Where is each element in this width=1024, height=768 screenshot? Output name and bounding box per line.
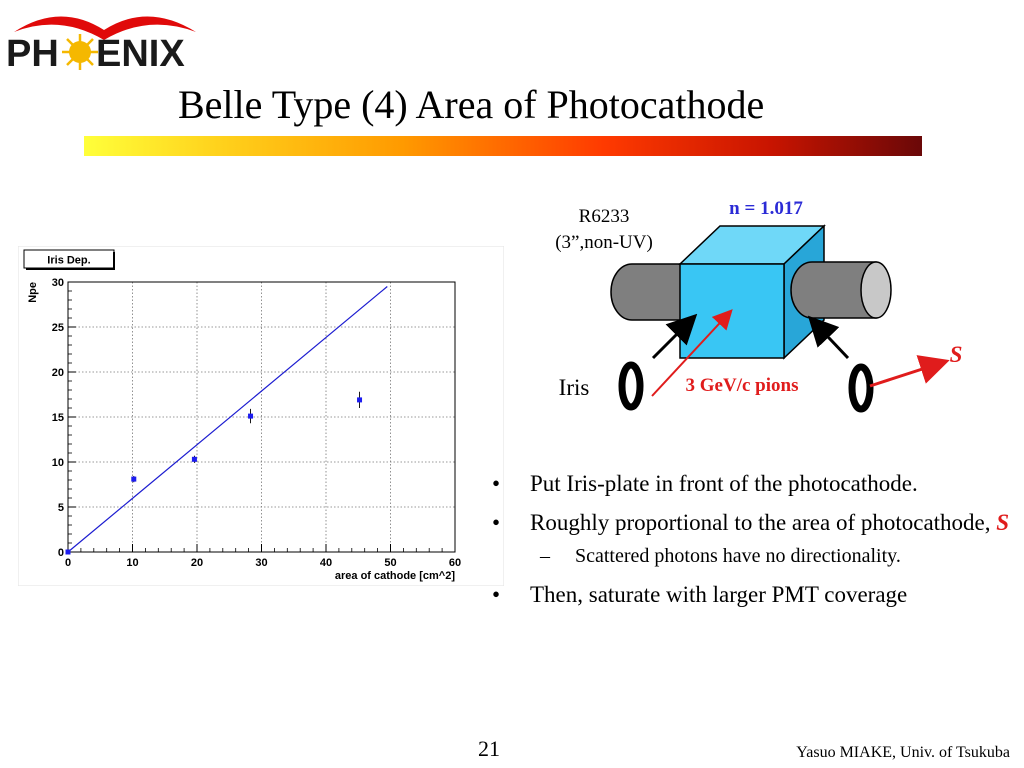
y-tick-label: 5: [57, 502, 64, 514]
bullet-list: [490, 470, 1020, 620]
right-pmt: [791, 262, 891, 318]
bullet-dot-icon: •: [492, 582, 501, 607]
y-tick-label: 25: [51, 322, 64, 334]
bullet-dot-icon: •: [492, 510, 501, 535]
x-tick-label: 40: [319, 557, 333, 569]
pions-label: 3 GeV/c pions: [685, 375, 799, 396]
bullet-text: Then, saturate with larger PMT coverage: [530, 582, 908, 607]
sub-bullet-dash-icon: –: [540, 545, 550, 567]
logo-text-left: PH: [6, 33, 59, 75]
area-arrow: [870, 362, 944, 386]
x-tick-label: 10: [126, 557, 139, 569]
data-point: [357, 397, 362, 402]
area-s-label: S: [949, 342, 963, 367]
bullet-item: [490, 581, 1020, 609]
pmt-label-spec: (3”,non-UV): [555, 232, 653, 253]
data-point: [248, 414, 253, 419]
y-tick-label: 10: [51, 457, 64, 469]
plot-title: Iris Dep.: [47, 254, 91, 267]
iris-ring-left: [622, 365, 640, 407]
data-point: [131, 477, 136, 482]
pmt-label-model: R6233: [578, 206, 630, 227]
page-number: 21: [478, 736, 500, 761]
bullet-item: [490, 509, 1020, 537]
sub-bullet-item: [490, 544, 1020, 568]
iris-dependence-plot: [18, 246, 504, 586]
title-gradient-bar: [84, 136, 922, 156]
refractive-index-label: n = 1.017: [729, 198, 803, 219]
sub-bullet-text: Scattered photons have no directionality.: [575, 545, 901, 567]
bullet-item: [490, 470, 1020, 498]
detector-diagram: [540, 190, 1020, 430]
y-axis-label: Npe: [27, 282, 39, 303]
bullet-emphasis: S: [996, 510, 1010, 535]
bullet-text: Roughly proportional to the area of photocathode,: [530, 510, 997, 535]
sun-icon: [62, 34, 98, 70]
y-tick-label: 30: [51, 277, 64, 289]
logo-text-right: ENIX: [96, 33, 185, 75]
x-tick-label: 30: [255, 557, 268, 569]
x-tick-label: 0: [64, 557, 72, 569]
iris-arrow-right: [812, 320, 848, 358]
bullet-dot-icon: •: [492, 471, 501, 496]
iris-label: Iris: [558, 375, 590, 400]
footer-author: Yasuo MIAKE, Univ. of Tsukuba: [796, 744, 1010, 761]
x-axis-label: area of cathode [cm^2]: [334, 570, 455, 582]
bullet-text: Put Iris-plate in front of the photocathode.: [530, 471, 918, 496]
x-tick-label: 60: [448, 557, 462, 569]
x-tick-label: 50: [384, 557, 397, 569]
x-tick-label: 20: [190, 557, 204, 569]
iris-ring-right: [852, 367, 870, 409]
y-tick-label: 15: [51, 412, 64, 424]
y-tick-label: 0: [57, 547, 64, 559]
y-tick-label: 20: [51, 367, 64, 379]
data-point: [192, 457, 197, 462]
data-point: [66, 550, 71, 555]
plot-title-box: [24, 250, 115, 269]
left-pmt: [611, 264, 682, 320]
slide-title: Belle Type (4) Area of Photocathode: [178, 82, 765, 127]
phoenix-logo: [0, 0, 212, 78]
